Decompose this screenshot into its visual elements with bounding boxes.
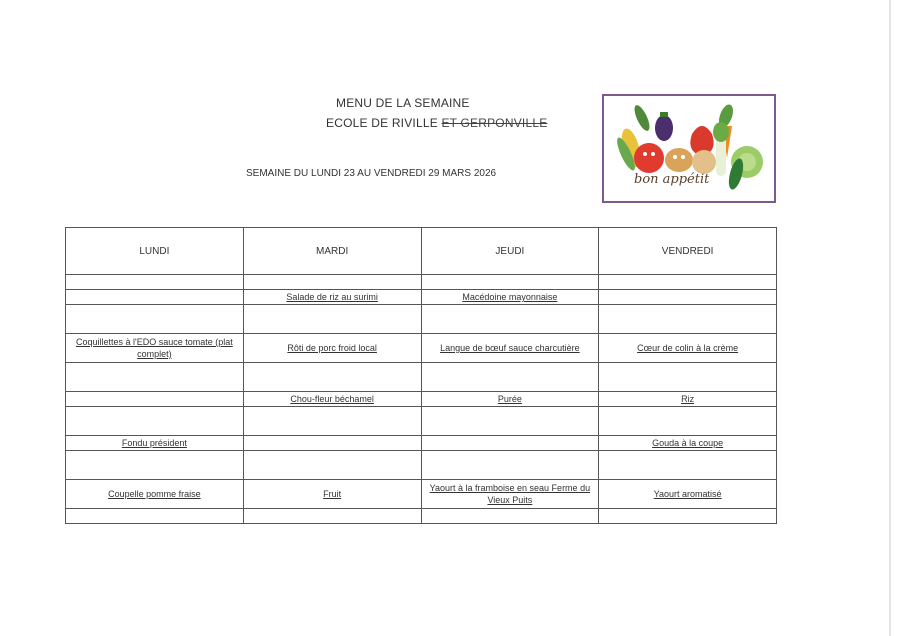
table-row-blank: [66, 305, 777, 334]
school-name: [326, 116, 547, 130]
accompagnement-mardi: Chou-fleur béchamel: [243, 392, 421, 407]
day-header-lundi: LUNDI: [66, 228, 244, 275]
page-title: MENU DE LA SEMAINE: [336, 96, 470, 110]
fromage-mardi: [243, 436, 421, 451]
accompagnement-vendredi: Riz: [599, 392, 777, 407]
week-range: SEMAINE DU LUNDI 23 AU VENDREDI 29 MARS 2026: [246, 168, 497, 179]
fromage-jeudi: [421, 436, 599, 451]
table-row-entree: [66, 290, 777, 305]
entree-mardi: Salade de riz au surimi: [243, 290, 421, 305]
table-row-plat: [66, 334, 777, 363]
table-row-blank: [66, 363, 777, 392]
table-header-row: [66, 228, 777, 275]
day-header-mardi: MARDI: [243, 228, 421, 275]
table-row-blank: [66, 275, 777, 290]
entree-vendredi: [599, 290, 777, 305]
accompagnement-jeudi: Purée: [421, 392, 599, 407]
weekly-menu-table: [65, 227, 777, 524]
plat-jeudi: Langue de bœuf sauce charcutière: [421, 334, 599, 363]
school-name-struck: ET GERPONVILLE: [441, 116, 548, 130]
table-row-accompagnement: [66, 392, 777, 407]
fromage-vendredi: Gouda à la coupe: [599, 436, 777, 451]
table-row-blank: [66, 407, 777, 436]
fromage-lundi: Fondu président: [66, 436, 244, 451]
plat-lundi: Coquillettes à l'EDO sauce tomate (plat complet): [66, 334, 244, 363]
dessert-mardi: Fruit: [243, 480, 421, 509]
plat-mardi: Rôti de porc froid local: [243, 334, 421, 363]
table-row-blank: [66, 509, 777, 524]
plat-vendredi: Cœur de colin à la crème: [599, 334, 777, 363]
entree-lundi: [66, 290, 244, 305]
page-edge: [889, 0, 891, 636]
table-row-blank: [66, 451, 777, 480]
table-row-dessert: [66, 480, 777, 509]
dessert-lundi: Coupelle pomme fraise: [66, 480, 244, 509]
dessert-vendredi: Yaourt aromatisé: [599, 480, 777, 509]
table-row-fromage: [66, 436, 777, 451]
logo-caption: bon appétit: [634, 172, 710, 187]
entree-jeudi: Macédoine mayonnaise: [421, 290, 599, 305]
dessert-jeudi: Yaourt à la framboise en seau Ferme du Vieux Puits: [421, 480, 599, 509]
bon-appetit-logo: [602, 94, 776, 203]
school-name-prefix: ECOLE DE RIVILLE: [326, 116, 442, 130]
accompagnement-lundi: [66, 392, 244, 407]
day-header-jeudi: JEUDI: [421, 228, 599, 275]
day-header-vendredi: VENDREDI: [599, 228, 777, 275]
